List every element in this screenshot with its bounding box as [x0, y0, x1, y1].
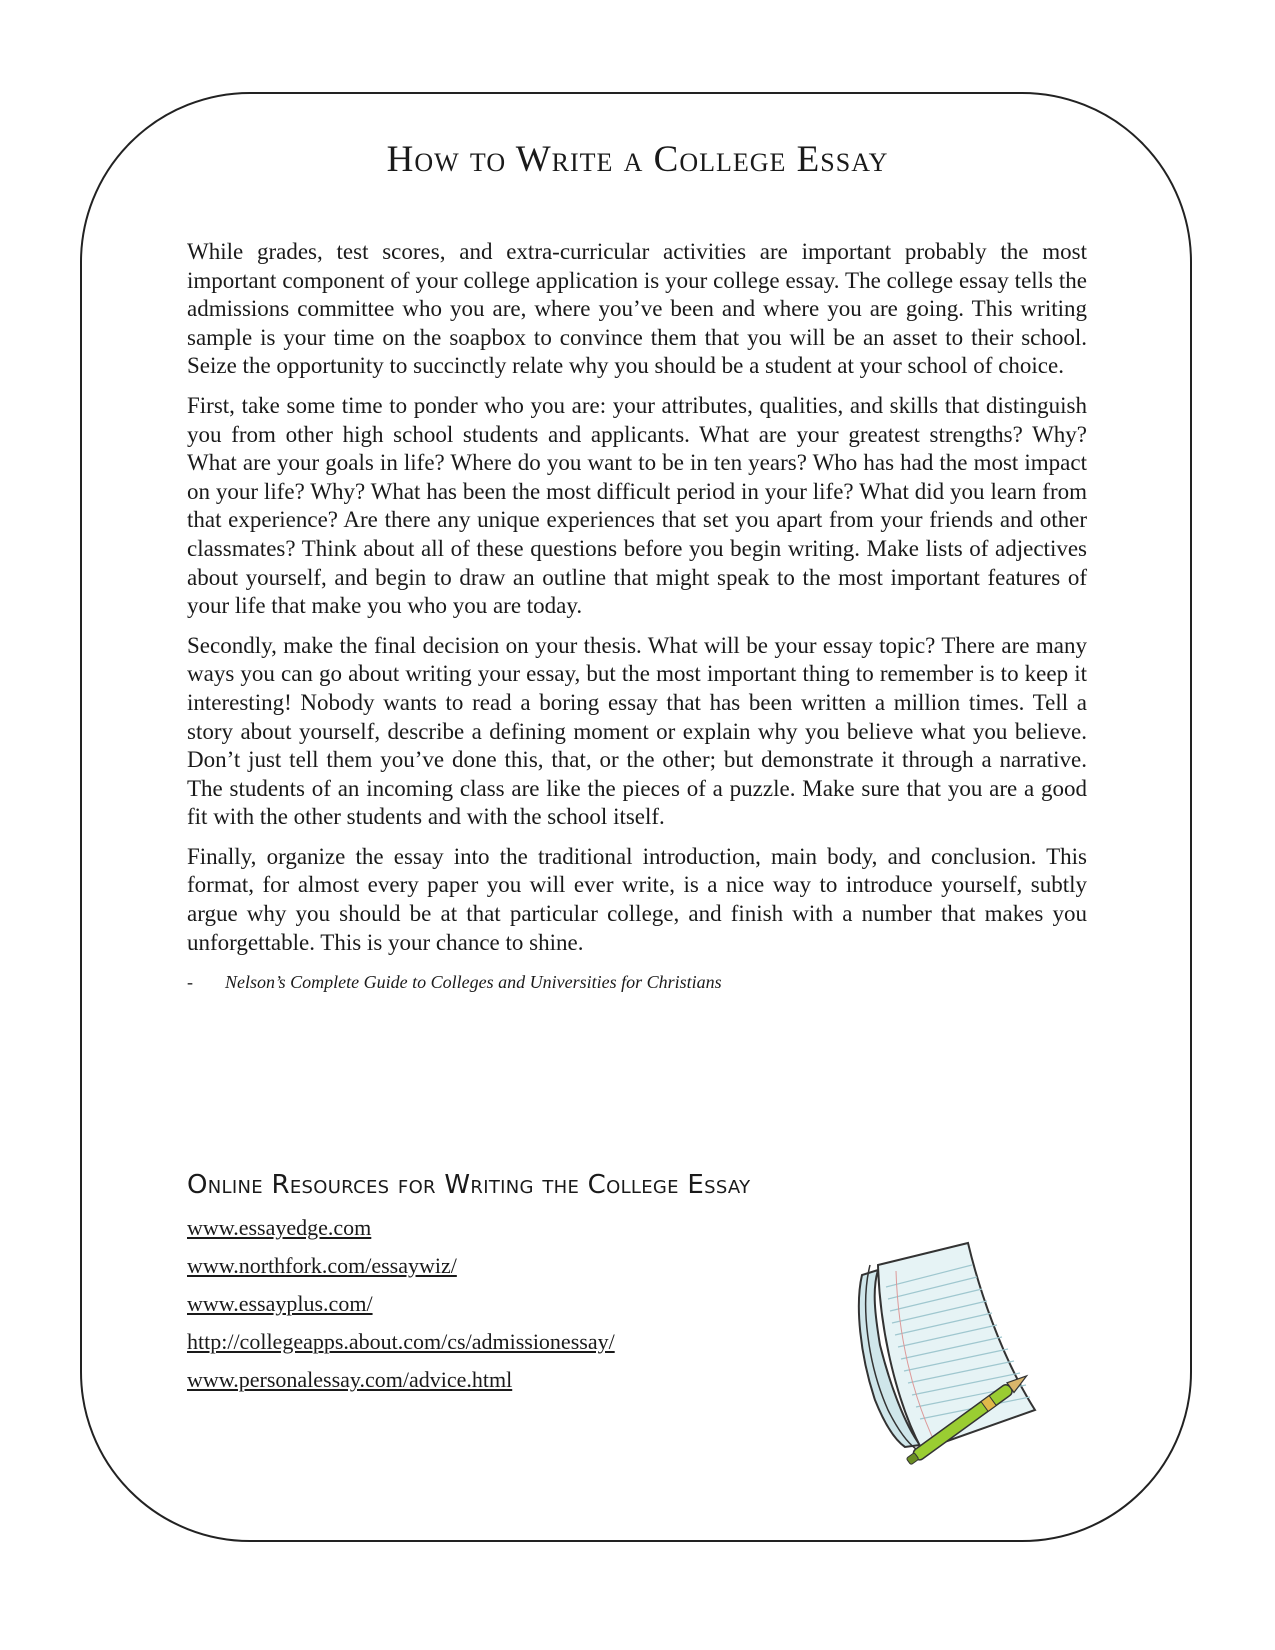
page-title: How to Write a College Essay	[386, 139, 889, 180]
list-item	[187, 1253, 615, 1291]
essay-paragraph-1: While grades, test scores, and extra-curricular activities are important probably the most important component of your college application is your college essay. The college essay tells the admissions committee who you are, where you’ve been and where you are going. This writing sample is your time on the soapbox to convince them that you will be an asset to their school. Seize the opportunity to succinctly relate why you should be a student at your school of choice.	[187, 239, 1087, 379]
resource-link-personalessay[interactable]: www.personalessay.com/advice.html	[187, 1367, 513, 1392]
list-item	[187, 1367, 615, 1405]
notepad-with-pen-icon	[850, 1235, 1060, 1475]
attribution-dash: -	[187, 972, 193, 993]
resources-heading: Online Resources for Writing the College Essay	[187, 1170, 751, 1200]
essay-body	[187, 238, 1087, 997]
attribution	[187, 968, 1087, 997]
resource-links-list	[187, 1215, 615, 1405]
resource-link-northfork[interactable]: www.northfork.com/essaywiz/	[187, 1253, 457, 1278]
attribution-source: Nelson’s Complete Guide to Colleges and Universities for Christians	[225, 972, 722, 993]
essay-paragraph-2: First, take some time to ponder who you are: your attributes, qualities, and skills that distinguish you from other high school students and applicants. What are your greatest strengths? Why? What are your goals in life? Where do you want to be in ten years? Who has had the most impact on your life? Why? What has been the most difficult period in your life? What did you learn from that experience? Are there any unique experiences that set you apart from your friends and other classmates? Think about all of these questions before you begin writing. Make lists of adjectives about yourself, and begin to draw an outline that might speak to the most important features of your life that make you who you are today.	[187, 392, 1087, 619]
essay-paragraph-4: Finally, organize the essay into the traditional introduction, main body, and conclusion. This format, for almost every paper you will ever write, is a nice way to introduce yourself, subtly argue why you should be at that particular college, and finish with a number that makes you unforgettable. This is your chance to shine.	[187, 843, 1087, 955]
resource-link-essayedge[interactable]: www.essayedge.com	[187, 1215, 372, 1240]
resource-link-essayplus[interactable]: www.essayplus.com/	[187, 1291, 373, 1316]
essay-paragraph-3: Secondly, make the final decision on your thesis. What will be your essay topic? There are many ways you can go about writing your essay, but the most important thing to remember is to keep it interesting! Nobody wants to read a boring essay that has been written a million times. Tell a story about yourself, describe a defining moment or explain why you believe what you believe. Don’t just tell them you’ve done this, that, or the other; but demonstrate it through a narrative. The students of an incoming class are like the pieces of a puzzle. Make sure that you are a good fit with the other students and with the school itself.	[187, 632, 1087, 830]
resource-link-collegeapps[interactable]: http://collegeapps.about.com/cs/admissionessay/	[187, 1329, 615, 1354]
list-item	[187, 1215, 615, 1253]
list-item	[187, 1329, 615, 1367]
list-item	[187, 1291, 615, 1329]
